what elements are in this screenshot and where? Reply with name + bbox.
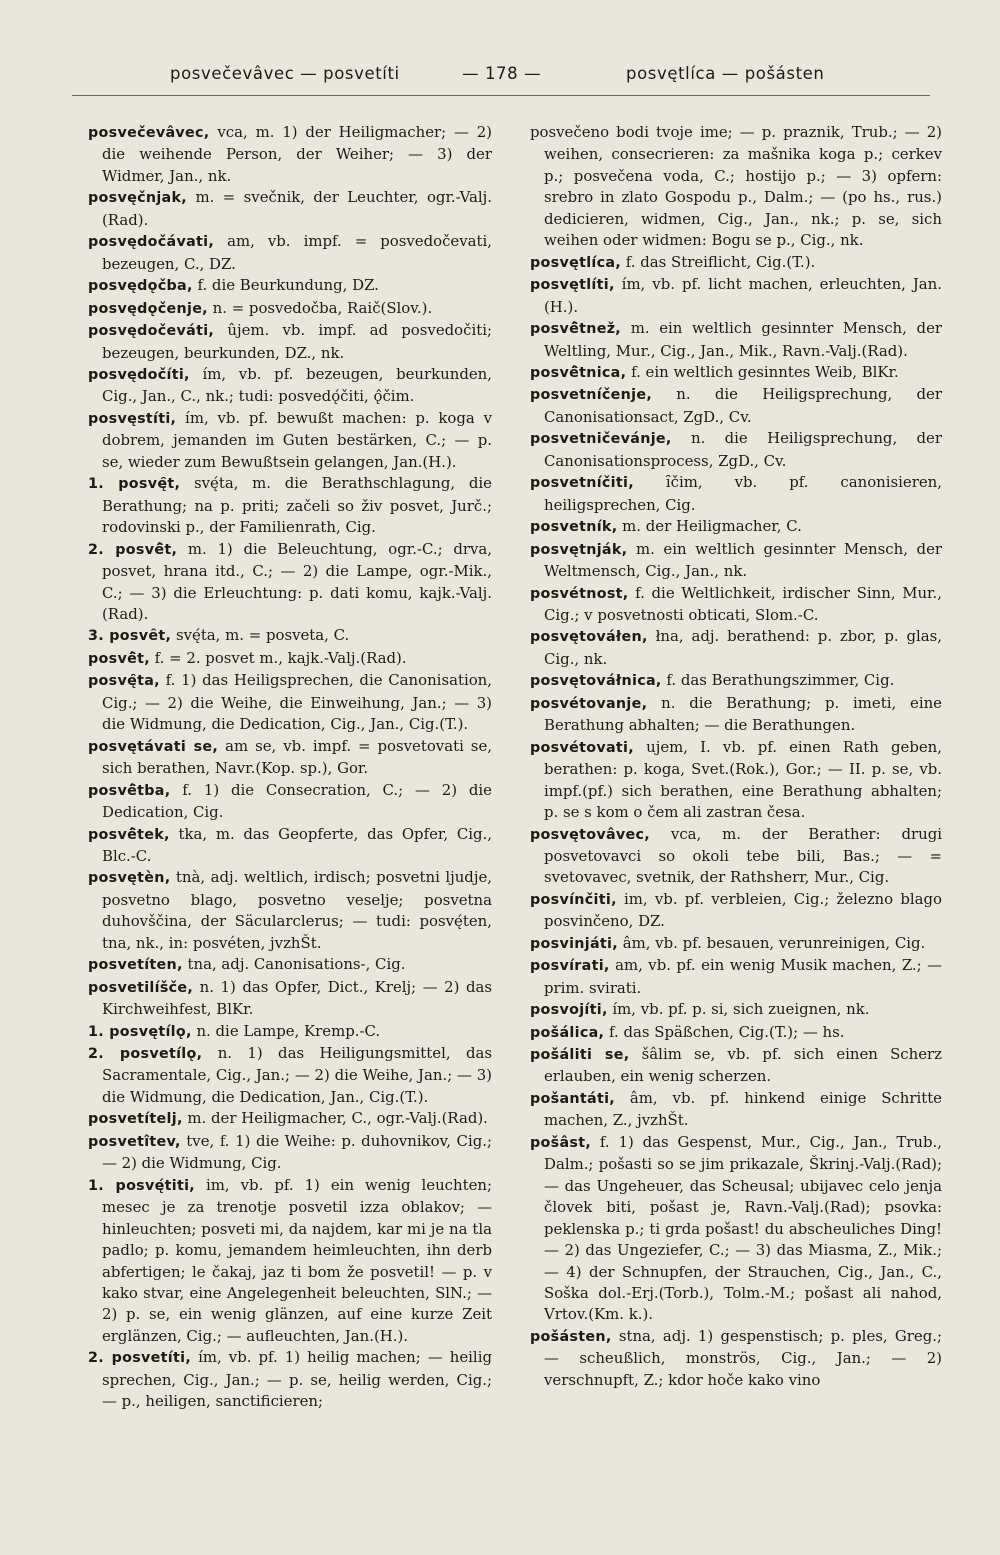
dictionary-entry	[88, 1108, 492, 1130]
entry-definition: am, vb. impf. = posvedočevati, bezeugen, C., DZ.	[102, 232, 492, 273]
entry-headword: posvírati,	[530, 958, 610, 975]
header-left-guideword: posvečevâvec — posvetíti	[170, 64, 400, 83]
dictionary-entry	[88, 1131, 492, 1175]
entry-headword: posvęčnjak,	[88, 190, 188, 207]
entry-definition: tna, adj. Canonisations-, Cig.	[182, 955, 406, 974]
entry-headword: 1. posvę̑t,	[88, 476, 181, 493]
dictionary-entry	[88, 122, 492, 187]
entry-headword: posvetníčiti,	[530, 475, 634, 492]
entry-headword: posvê̑t,	[88, 650, 150, 667]
dictionary-entry	[530, 1022, 942, 1044]
entry-headword: posvê̑tek,	[88, 826, 170, 843]
entry-headword: posvétnost,	[530, 585, 629, 602]
entry-definition: n. 1) das Opfer, Dict., Krelj; — 2) das Kirchweihfest, BlKr.	[102, 977, 492, 1019]
entry-headword: posvętlíti,	[530, 277, 615, 294]
dictionary-entry	[88, 867, 492, 954]
entry-headword: posvečevâvec,	[88, 125, 210, 141]
entry-headword: 1. posvę́titi,	[88, 1177, 196, 1194]
entry-headword: posvojíti,	[530, 1002, 608, 1019]
entry-definition: ím, vb. pf. bewußt machen: p. koga v dobrem, jemanden im Guten bestärken, C.; — p. se, wieder zum Bewußtsein gelangen, Jan.(H.).	[102, 408, 492, 471]
entry-definition: n. = posvedočba, Raič(Slov.).	[207, 298, 433, 317]
dictionary-entry	[88, 473, 492, 538]
entry-definition: ûjem. vb. impf. ad posvedočiti; bezeugen, beurkunden, DZ., nk.	[102, 321, 492, 362]
entry-definition: f. das Späßchen, Cig.(T.); — hs.	[604, 1022, 845, 1041]
entry-headword: posvetilíšče,	[88, 979, 194, 996]
entry-definition: ím, vb. pf. p. si, sich zueignen, nk.	[607, 1000, 870, 1019]
dictionary-entry	[88, 1175, 492, 1348]
entry-definition: svę́ta, m. die Berathschlagung, die Berathung; na p. priti; začeli so živ posvet, Jurč.; rodovinski p., der Familienrath, Cig.	[102, 474, 492, 537]
entry-headword: posvętováłnica,	[530, 673, 662, 690]
dictionary-entry	[530, 955, 942, 999]
running-header	[0, 64, 1000, 88]
dictionary-entry	[530, 933, 942, 955]
dictionary-entry	[530, 318, 942, 362]
entry-definition: m. der Heiligmacher, C.	[617, 517, 802, 536]
entry-definition: m. der Heiligmacher, C., ogr.-Valj.(Rad).	[182, 1109, 488, 1128]
header-rule	[72, 95, 930, 96]
entry-headword: posvętnják,	[530, 541, 628, 558]
dictionary-entry	[88, 320, 492, 364]
entry-definition: tnà, adj. weltlich, irdisch; posvetni ljudje, posvetno blago, posvetno veselje; posvetna duhovščina, der Säcularclerus; — tudi: posvę́ten, tna, nk., in: posvéten, jvzhŠt.	[102, 868, 492, 952]
dictionary-entry	[530, 1326, 942, 1391]
entry-definition: svę́ta, m. = posveta, C.	[171, 626, 350, 645]
entry-headword: posvętávati se,	[88, 738, 219, 755]
entry-headword: posvê̑tba,	[88, 782, 171, 799]
entry-definition: am se, vb. impf. = posvetovati se, sich berathen, Navr.(Kop. sp.), Gor.	[102, 736, 492, 778]
entry-definition: m. ein weltlich gesinnter Mensch, der Weltling, Mur., Cig., Jan., Mik., Ravn.-Valj.(Rad).	[544, 319, 942, 360]
dictionary-entry	[530, 1044, 942, 1088]
entry-definition: âm, vb. pf. hinkend einige Schritte machen, Z., jvzhŠt.	[544, 1088, 942, 1130]
entry-definition: ȋčim, vb. pf. canonisieren, heiligsprechen, Cig.	[544, 473, 942, 514]
entry-headword: 2. posvetílǫ,	[88, 1046, 203, 1063]
dictionary-entry	[88, 187, 492, 231]
entry-definition: f. 1) die Consecration, C.; — 2) die Dedication, Cig.	[102, 780, 492, 822]
entry-headword: pošantáti,	[530, 1090, 616, 1107]
entry-headword: posvetîtev,	[88, 1133, 181, 1150]
entry-definition: f. die Weltlichkeit, irdischer Sinn, Mur., Cig.; v posvetnosti obticati, Slom.-C.	[544, 583, 942, 624]
entry-headword: posvędočávati,	[88, 234, 215, 251]
entry-definition: ím, vb. pf. 1) heilig machen; — heilig sprechen, Cig., Jan.; — p. se, heilig werden, Cig.; — p., heiligen, sanctificieren;	[102, 1348, 492, 1411]
dictionary-entry	[88, 736, 492, 780]
entry-headword: posvinjáti,	[530, 935, 618, 952]
dictionary-entry	[530, 583, 942, 627]
entry-headword: posvęstíti,	[88, 410, 177, 427]
dictionary-entry	[88, 275, 492, 297]
dictionary-entry	[530, 693, 942, 737]
entry-definition: stna, adj. 1) gespenstisch; p. ples, Greg.; — scheußlich, monströs, Cig., Jan.; — 2) verschnupft, Z.; kdor hoče kako vino	[544, 1326, 942, 1389]
entry-definition: ím, vb. pf. bezeugen, beurkunden, Cig., Jan., C., nk.; tudi: posvedǫ́čiti, ǫ̂čim.	[102, 364, 492, 406]
entry-headword: posvetítelj,	[88, 1111, 183, 1128]
entry-definition: f. ein weltlich gesinntes Weib, BlKr.	[626, 362, 899, 381]
entry-headword: posvędǫčenje,	[88, 300, 208, 317]
entry-definition: ím, vb. pf. licht machen, erleuchten, Jan.(H.).	[544, 275, 942, 316]
entry-definition: n. die Heiligsprechung, der Canonisationsact, ZgD., Cv.	[544, 385, 942, 426]
entry-definition: f. 1) das Gespenst, Mur., Cig., Jan., Trub., Dalm.; pošasti so se jim prikazale, Škrinj.-Valj.(Rad); — das Ungeheuer, das Scheusal; ubijavec celo jenja človek biti, pošast je, Ravn.-Valj.(Rad); psovka: peklenska p.; ti grda pošast! du abscheuliches Ding! — 2) das Ungeziefer, C.; — 3) das Miasma, Z., Mik.; — 4) der Schnupfen, der Strauchen, Cig., Jan., C., Soška dol.-Erj.(Torb.), Tolm.-M.; pošast ali nahod, Vrtov.(Km. k.).	[544, 1132, 942, 1324]
entry-definition: tka, m. das Geopferte, das Opfer, Cig., Blc.-C.	[102, 824, 492, 865]
dictionary-entry	[88, 408, 492, 473]
dictionary-entry	[530, 737, 942, 824]
entry-definition: f. die Beurkundung, DZ.	[192, 276, 379, 295]
entry-headword: posvetničevánje,	[530, 431, 672, 448]
entry-definition: vca, m. 1) der Heiligmacher; — 2) die weihende Person, der Weiher; — 3) der Widmer, Jan., nk.	[102, 123, 492, 185]
entry-headword: posvętováłen,	[530, 629, 648, 646]
entry-headword: posvétovati,	[530, 739, 634, 756]
entry-definition: f. das Berathungszimmer, Cig.	[661, 671, 895, 690]
entry-definition: m. ein weltlich gesinnter Mensch, der Weltmensch, Cig., Jan., nk.	[544, 539, 942, 581]
entry-definition: âm, vb. pf. besauen, verunreinigen, Cig.	[617, 933, 926, 952]
entry-definition: ujem, I. vb. pf. einen Rath geben, berathen: p. koga, Svet.(Rok.), Gor.; — II. p. se, vb. impf.(pf.) sich berathen, eine Berathung abhalten; p. se s kom o čem ali zastran česa.	[544, 737, 942, 822]
dictionary-entry	[88, 954, 492, 976]
entry-headword: 3. posvȇt,	[88, 628, 172, 645]
dictionary-entry	[88, 1021, 492, 1043]
dictionary-entry	[530, 999, 942, 1021]
entry-headword: posvetník,	[530, 519, 618, 536]
entry-headword: posvętèn,	[88, 870, 171, 887]
entry-headword: 2. posvetíti,	[88, 1350, 192, 1367]
entry-definition: n. 1) das Heiligungsmittel, das Sacramentale, Cig., Jan.; — 2) die Weihe, Jan.; — 3) die Widmung, die Dedication, Jan., Cig.(T.).	[102, 1044, 492, 1106]
entry-definition: n. die Heiligsprechung, der Canonisationsprocess, ZgD., Cv.	[544, 429, 942, 470]
entry-definition: šâlim se, vb. pf. sich einen Scherz erlauben, ein wenig scherzen.	[544, 1045, 943, 1086]
entry-definition: m. 1) die Beleuchtung, ogr.-C.; drva, posvet, hrana itd., C.; — 2) die Lampe, ogr.-Mik., C.; — 3) die Erleuchtung: p. dati komu, kajk.-Valj.(Rad).	[102, 539, 492, 623]
entry-headword: pošâst,	[530, 1134, 592, 1151]
dictionary-entry	[530, 670, 942, 692]
dictionary-entry	[88, 298, 492, 320]
dictionary-entry	[88, 364, 492, 408]
dictionary-entry	[530, 252, 942, 274]
entry-headword: posvê̑tnež,	[530, 321, 622, 338]
entry-headword: pošálica,	[530, 1024, 605, 1041]
dictionary-entry	[530, 472, 942, 516]
dictionary-entry	[530, 539, 942, 583]
entry-definition: am, vb. pf. ein wenig Musik machen, Z.; — prim. svirati.	[544, 956, 942, 997]
entry-definition: vca, m. der Berather: drugi posvetovavci so okoli tebe bili, Bas.; — = svetovavec, svetnik, der Rathsherr, Mur., Cig.	[544, 824, 942, 887]
dictionary-entry	[530, 1088, 942, 1132]
dictionary-entry	[530, 1132, 942, 1326]
entry-definition: m. = svečnik, der Leuchter, ogr.-Valj.(Rad).	[102, 188, 492, 229]
dictionary-entry	[88, 670, 492, 735]
left-column	[88, 122, 492, 1413]
entry-definition: f. das Streiflicht, Cig.(T.).	[621, 252, 816, 271]
entry-definition: tve, f. 1) die Weihe: p. duhovnikov, Cig.; — 2) die Widmung, Cig.	[102, 1131, 492, 1173]
entry-headword: posvętlíca,	[530, 254, 622, 271]
entry-headword: posvínčiti,	[530, 891, 617, 908]
dictionary-entry	[530, 428, 942, 472]
entry-definition: im, vb. pf. verbleien, Cig.; železno blago posvinčeno, DZ.	[544, 889, 942, 931]
dictionary-entry	[88, 1043, 492, 1108]
header-right-guideword: posvętlíca — pošásten	[626, 64, 825, 83]
dictionary-entry	[530, 824, 942, 889]
entry-headword: pošásten,	[530, 1328, 612, 1345]
entry-definition: n. die Lampe, Kremp.-C.	[191, 1021, 381, 1040]
dictionary-entry	[88, 1347, 492, 1412]
entry-headword: 1. posvętílǫ,	[88, 1023, 192, 1040]
dictionary-entry	[530, 516, 942, 538]
entry-headword: posvędǫčba,	[88, 278, 193, 295]
dictionary-entry	[88, 780, 492, 824]
entry-headword: posvetíten,	[88, 957, 183, 974]
entry-definition: f. 1) das Heiligsprechen, die Canonisation, Cig.; — 2) die Weihe, die Einweihung, Jan.; — 3) die Widmung, die Dedication, Cig., Jan., Cig.(T.).	[102, 671, 492, 734]
dictionary-entry	[88, 977, 492, 1021]
dictionary-entry	[530, 626, 942, 670]
entry-definition: łna, adj. berathend: p. zbor, p. glas, Cig., nk.	[544, 627, 942, 668]
entry-definition: n. die Berathung; p. imeti, eine Berathung abhalten; — die Berathungen.	[544, 693, 942, 735]
entry-headword: posvę̑ta,	[88, 673, 160, 690]
dictionary-entry	[88, 539, 492, 626]
right-column	[530, 122, 942, 1391]
entry-headword: posvetníčenje,	[530, 387, 653, 404]
dictionary-entry	[530, 384, 942, 428]
entry-headword: 2. posvê̑t,	[88, 541, 178, 558]
dictionary-entry	[88, 625, 492, 647]
dictionary-entry	[530, 362, 942, 384]
entry-headword: pošáliti se,	[530, 1047, 630, 1064]
page-number: — 178 —	[462, 64, 542, 83]
entry-headword: posvê̑tnica,	[530, 364, 627, 381]
dictionary-entry	[88, 824, 492, 868]
dictionary-entry	[530, 889, 942, 933]
entry-headword: posvétovanje,	[530, 695, 648, 712]
dictionary-entry	[88, 231, 492, 275]
dictionary-entry	[88, 648, 492, 670]
entry-definition: im, vb. pf. 1) ein wenig leuchten; mesec je za trenotje posvetil izza oblakov; — hinleuchten; posveti mi, da najdem, kar mi je na tla padlo; p. komu, jemandem heimleuchten, ihn derb abfertigen; le čakaj, jaz ti bom že posvetil! — p. v kako stvar, eine Angelegenheit beleuchten, SlN.; — 2) p. se, ein wenig glänzen, auf eine kurze Zeit erglänzen, Cig.; — aufleuchten, Jan.(H.).	[102, 1175, 492, 1345]
entry-headword: posvętovâvec,	[530, 826, 651, 843]
entry-definition: f. = 2. posvet m., kajk.-Valj.(Rad).	[149, 648, 407, 667]
dictionary-entry	[530, 274, 942, 318]
entry-headword: posvędočeváti,	[88, 323, 215, 340]
dictionary-entry	[530, 122, 942, 252]
entry-definition: posvečeno bodi tvoje ime; — p. praznik, Trub.; — 2) weihen, consecrieren: za mašnika koga p.; cerkev p.; posvečena voda, C.; hostijo p.; — 3) opfern: srebro in zlato Gospodu p., Dalm.; — (po hs., rus.) dedicieren, widmen, Cig., Jan., nk.; p. se, sich weihen oder widmen: Bogu se p., Cig., nk.	[530, 123, 942, 250]
entry-headword: posvędočíti,	[88, 366, 190, 383]
